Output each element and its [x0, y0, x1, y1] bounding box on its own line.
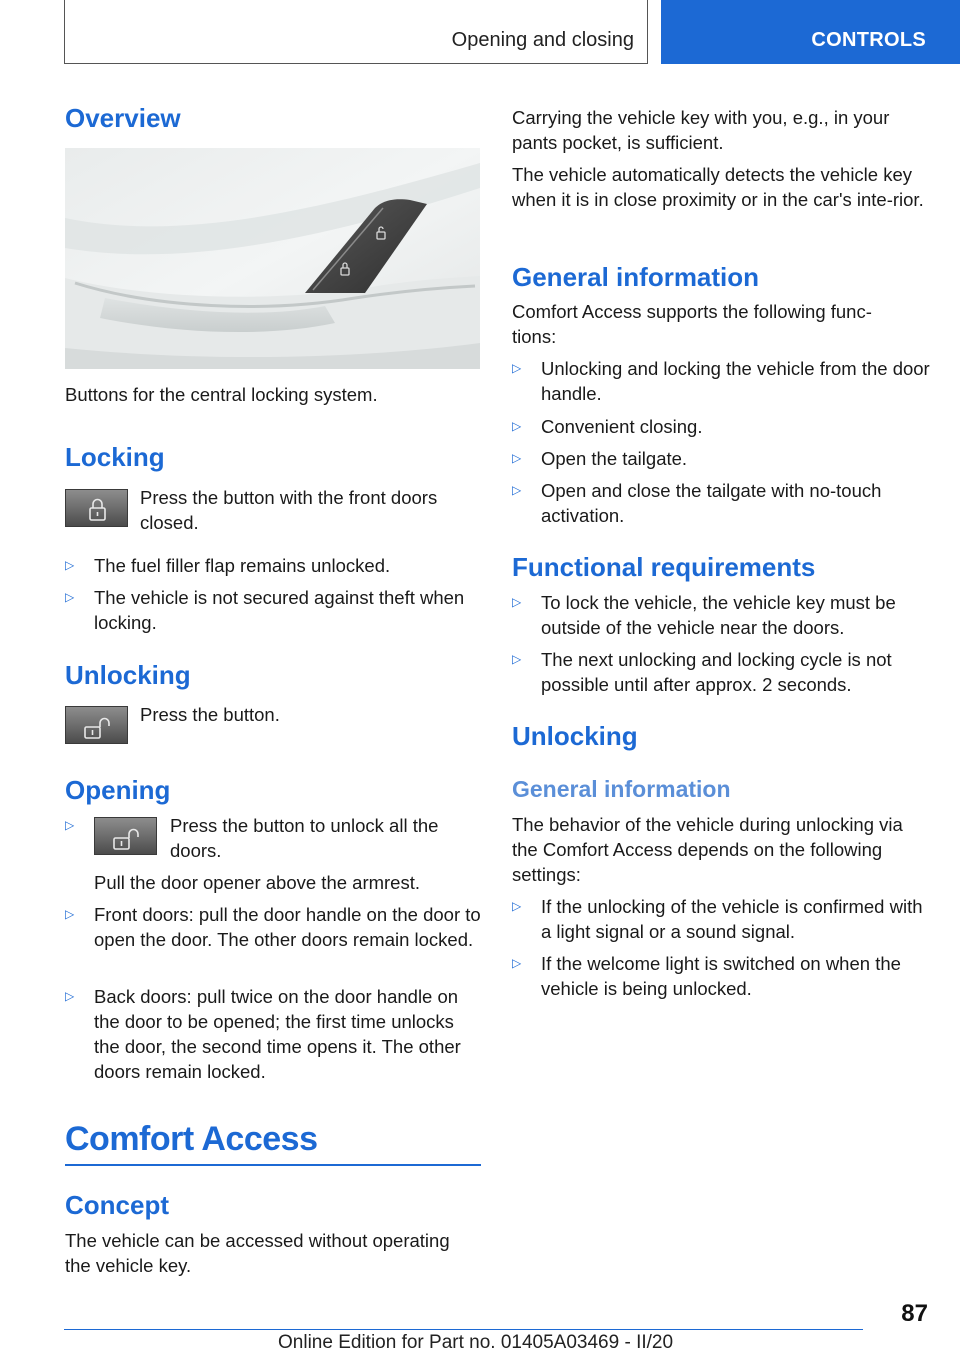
triangle-bullet-icon: ▷ — [65, 558, 75, 572]
unlocking-comfort-text: The behavior of the vehicle during unlocking via the Comfort Access depends on the following settings: — [512, 814, 903, 885]
unlocking-general-subheading: General information — [512, 776, 731, 802]
unlocking-text: Press the button. — [140, 704, 280, 725]
unlocking-heading: Unlocking — [65, 660, 191, 690]
intro-paragraph-1: Carrying the vehicle key with you, e.g., in your pants pocket, is sufficient. — [512, 107, 890, 153]
unlock-button-icon — [94, 817, 157, 855]
list-item — [65, 813, 481, 893]
opening-heading: Opening — [65, 775, 171, 805]
triangle-bullet-icon: ▷ — [65, 989, 75, 1003]
overview-heading: Overview — [65, 103, 181, 133]
general-information-heading: General information — [512, 262, 760, 292]
footer-edition: Online Edition for Part no. 01405A03469 - II/20 — [278, 1332, 674, 1353]
page-number: 87 — [901, 1300, 928, 1327]
locking-text: Press the button with the front doors closed. — [140, 487, 438, 533]
header-chapter-tab — [661, 0, 960, 64]
triangle-bullet-icon: ▷ — [65, 907, 75, 921]
triangle-bullet-icon: ▷ — [65, 590, 75, 604]
triangle-bullet-icon: ▷ — [512, 899, 522, 913]
triangle-bullet-icon: ▷ — [512, 361, 522, 375]
lock-button-icon — [65, 489, 128, 527]
general-information-text: Comfort Access supports the following func-tions: — [512, 301, 872, 347]
triangle-bullet-icon: ▷ — [512, 419, 522, 433]
unlock-button-icon — [65, 706, 128, 744]
triangle-bullet-icon: ▷ — [512, 652, 522, 666]
header-section-title: Opening and closing — [451, 29, 634, 51]
triangle-bullet-icon: ▷ — [512, 595, 522, 609]
concept-text: The vehicle can be accessed without operating the vehicle key. — [65, 1230, 450, 1276]
header-section-box — [64, 0, 648, 64]
concept-heading: Concept — [65, 1190, 169, 1220]
opening-bullet-text: Press the button to unlock all the doors. — [170, 815, 439, 861]
locking-heading: Locking — [65, 442, 165, 472]
section-divider — [65, 1164, 481, 1166]
unlocking-comfort-heading: Unlocking — [512, 721, 638, 751]
triangle-bullet-icon: ▷ — [512, 483, 522, 497]
opening-bullet-extra: Pull the door opener above the armrest. — [94, 872, 420, 893]
door-panel-image — [65, 148, 480, 369]
triangle-bullet-icon: ▷ — [512, 956, 522, 970]
header-chapter-title: CONTROLS — [811, 29, 926, 51]
functional-requirements-heading: Functional requirements — [512, 552, 816, 582]
intro-paragraph-2: The vehicle automatically detects the vehicle key when it is in close proximity or in the car's inte-rior. — [512, 164, 924, 210]
footer-divider — [64, 1329, 863, 1330]
comfort-access-heading: Comfort Access — [65, 1120, 318, 1158]
triangle-bullet-icon: ▷ — [65, 818, 75, 832]
triangle-bullet-icon: ▷ — [512, 451, 522, 465]
image-caption: Buttons for the central locking system. — [65, 384, 378, 405]
